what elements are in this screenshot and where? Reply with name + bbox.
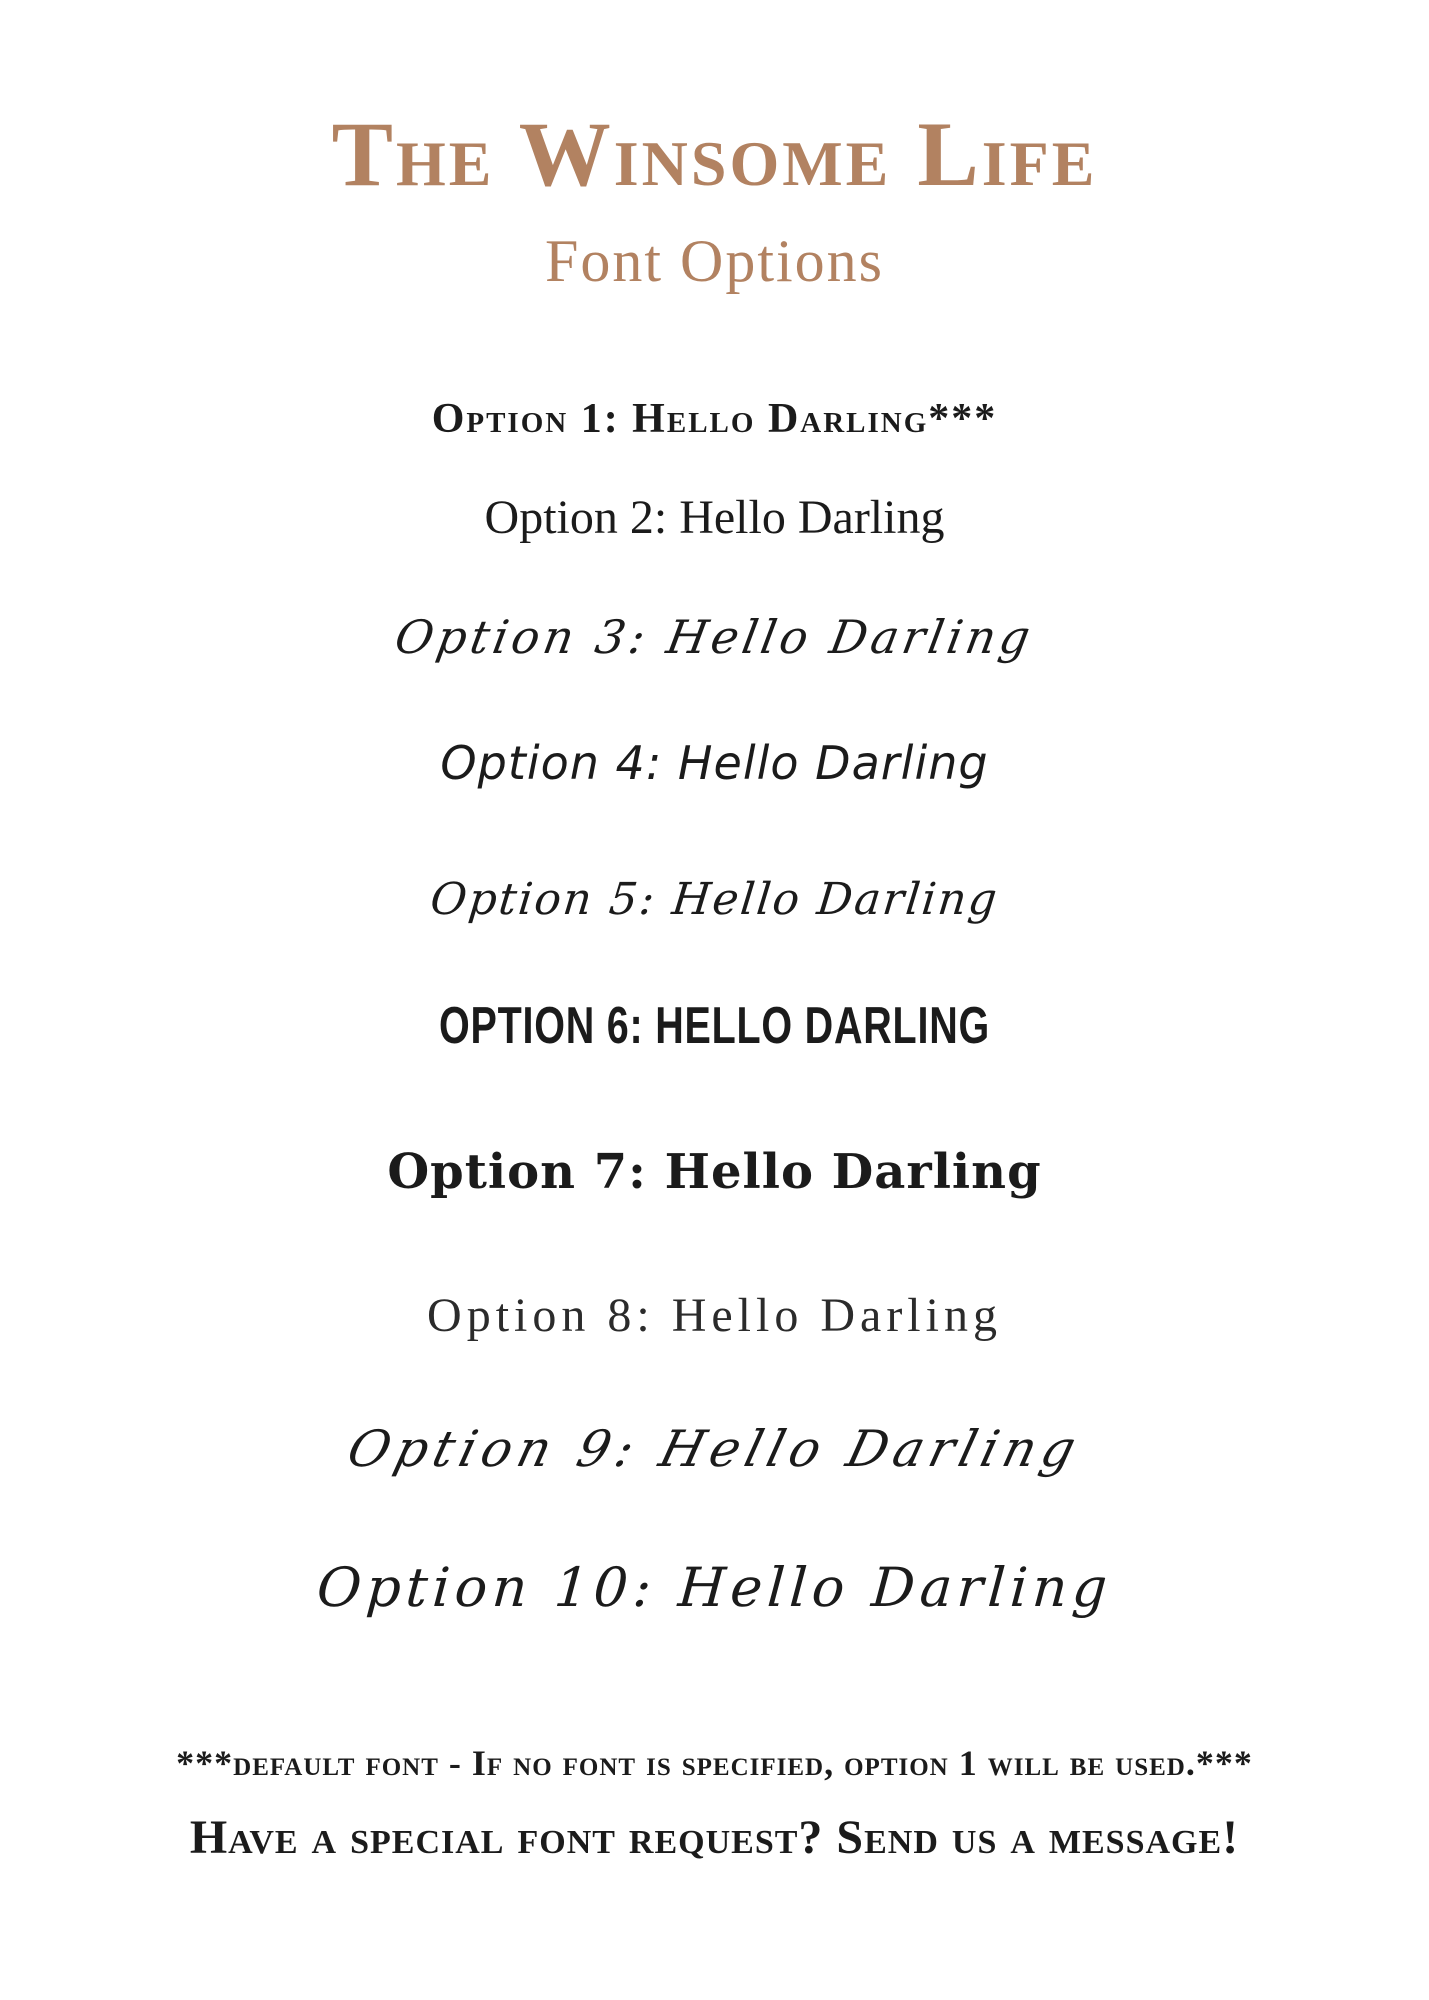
font-option-8: Option 8: Hello Darling [427, 1289, 1002, 1342]
font-option-2: Option 2: Hello Darling [484, 491, 945, 544]
font-option-6: OPTION 6: HELLO DARLING [438, 997, 990, 1055]
font-option-10: Option 10: Hello Darling [314, 1556, 1115, 1619]
font-option-9: Option 9: Hello Darling [341, 1420, 1088, 1478]
default-font-note: ***default font - If no font is specified, option 1 will be used.*** [176, 1743, 1253, 1783]
font-option-3: Option 3: Hello Darling [391, 610, 1039, 664]
font-option-5: Option 5: Hello Darling [427, 874, 1002, 925]
font-option-7: Option 7: Hello Darling [387, 1144, 1042, 1200]
font-option-4: Option 4: Hello Darling [440, 736, 989, 790]
font-option-1: Option 1: Hello Darling*** [431, 396, 998, 442]
page-subtitle: Font Options [544, 228, 885, 294]
special-request-note: Have a special font request? Send us a message! [189, 1811, 1240, 1864]
page-title: The Winsome Life [331, 103, 1098, 205]
